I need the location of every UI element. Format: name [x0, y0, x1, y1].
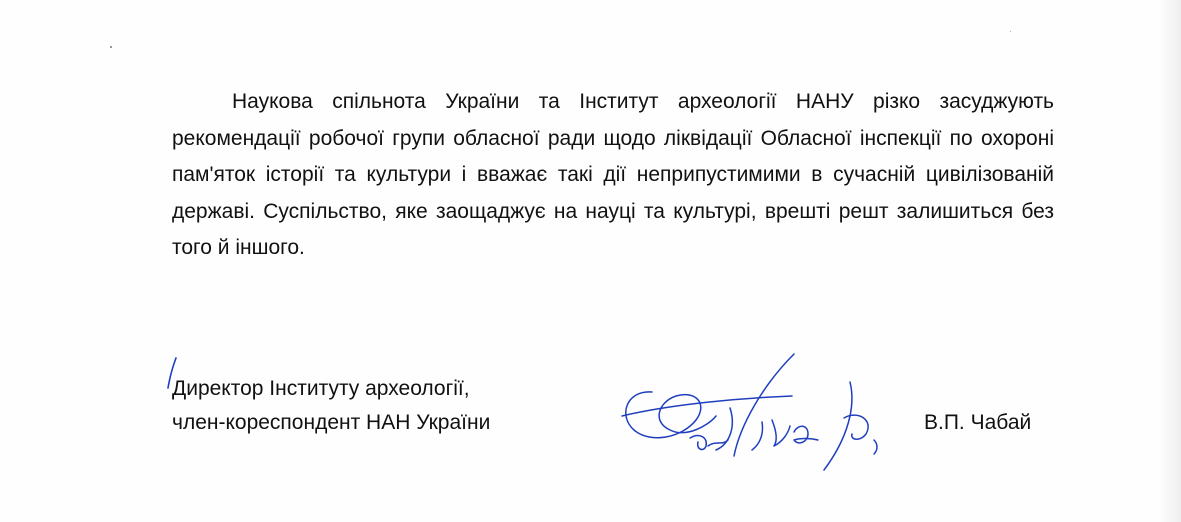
signatory-position: [172, 372, 490, 440]
handwritten-signature: [612, 346, 892, 476]
page-edge-shadow: [1159, 0, 1181, 522]
letter-paragraph: Наукова спільнота України та Інститут археології НАНУ різко засуджують рекомендації робочої групи обласної ради щодо ліквідації Обласної інспекції по охороні пам'яток історії та культури і вважає такі дії неприпустимими в сучасній цивілізованій державі. Суспільство, яке заощаджує на науці та культурі, врешті решт залишиться без того й іншого.: [172, 90, 1054, 259]
signatory-name: В.П. Чабай: [924, 411, 1032, 434]
scan-speck: [110, 46, 112, 48]
position-line-1: Директор Інституту археології,: [172, 377, 470, 400]
position-line-2: член-кореспондент НАН України: [172, 411, 491, 434]
scan-speck: [1010, 31, 1011, 32]
